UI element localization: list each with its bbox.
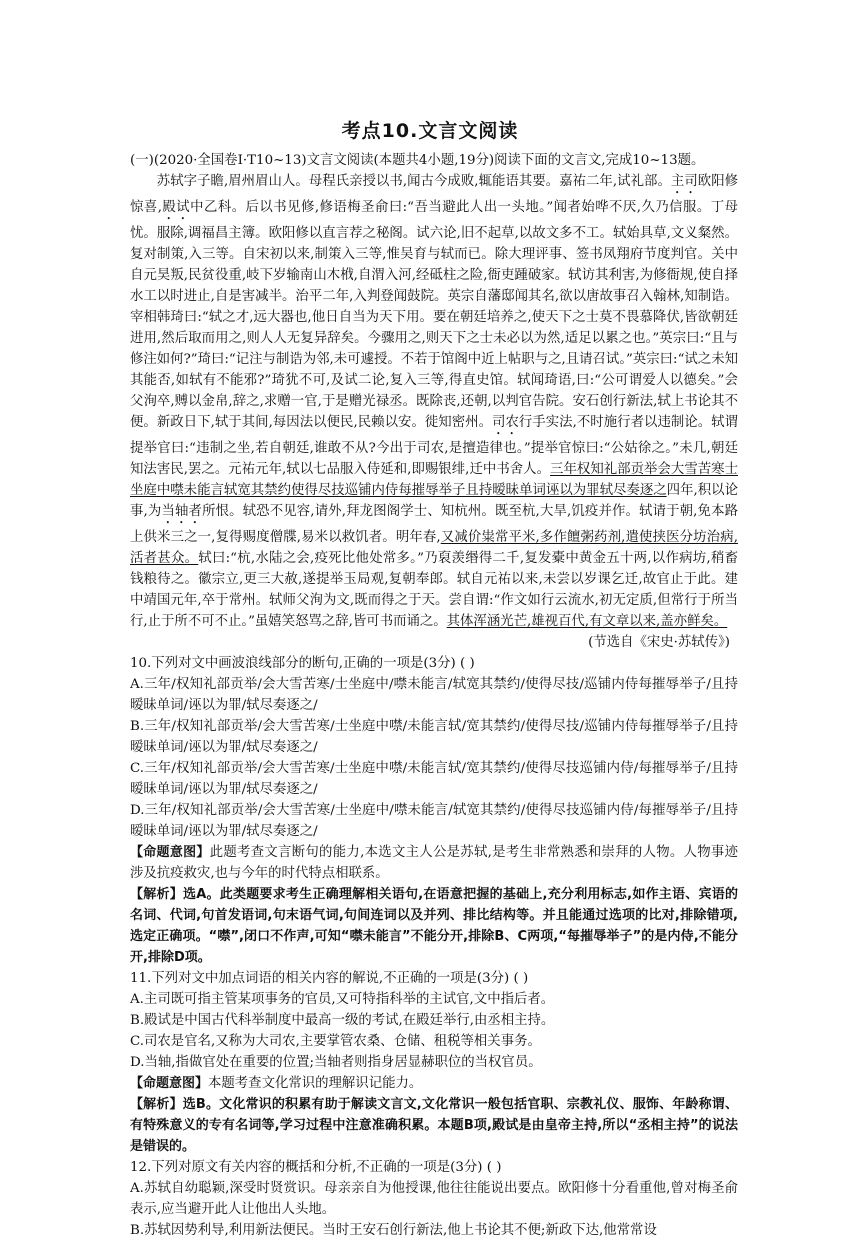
section-intro: (一)(2020·全国卷Ⅰ·T10~13)文言文阅读(本题共4小题,19分)阅读下面的文言文,完成10~13题。 [130,153,705,168]
passage: 苏轼字子瞻,眉州眉山人。母程氏亲授以书,闻古今成败,辄能语其要。嘉祐二年,试礼部。主司欧阳修惊喜,殿试中乙科。后以书见修,修语梅圣俞曰:“吾当避此人出一头地。”闻者始哗不厌,久乃信服。丁母忧。服除,调福昌主簿。欧阳修以直言荐之秘阁。试六论,旧不起草,以故文多不工。轼始具草,文义粲然。复对制策,入三等。自宋初以来,制策入三等,惟吴育与轼而已。除大理评事、签书凤翔府节度判官。关中自元昊叛,民贫役重,岐下岁输南山木栰,自渭入河,经砥柱之险,衙吏踵破家。轼访其利害,为修衙规,使自择水工以时进止,自是害减半。治平二年,入判登闻鼓院。英宗自藩邸闻其名,欲以唐故事召入翰林,知制诰。宰相韩琦曰:“轼之才,远大器也,他日自当为天下用。要在朝廷培养之,使天下之士莫不畏慕降伏,皆欲朝廷进用,然后取而用之,则人人无复异辞矣。今骤用之,则天下之士未必以为然,适足以累之也。”英宗曰:“且与修注如何?”琦曰:“记注与制诰为邻,未可遽授。不若于馆阁中近上帖职与之,且请召试。”英宗曰:“试之未知其能否,如轼有不能邪?”琦犹不可,及试二论,复入三等,得直史馆。轼闻琦语,曰:“公可谓爱人以德矣。”会父洵卒,赙以金帛,辞之,求赠一官,于是赠光禄丞。既除丧,还朝,以判官告院。安石创行新法,轼上书论其不便。新政日下,轼于其间,每因法以便民,民赖以安。徙知密州。司农行手实法,不时施行者以违制论。轼谓提举官曰:“违制之坐,若自朝廷,谁敢不从?今出于司农,是擅造律也。”提举官惊曰:“公姑徐之。”未几,朝廷知法害民,罢之。元祐元年,轼以七品服入侍延和,即赐银绯,迁中书舍人。三年权知礼部贡举会大雪苦寒士坐庭中噤未能言轼宽其禁约使得尽技巡铺内侍每摧辱举子且持暧昧单词诬以为罪轼尽奏逐之四年,积以论事,为当轴者所恨。轼恐不见容,请外,拜龙图阁学士、知杭州。既至杭,大旱,饥疫并作。轼请于朝,免本路上供米三之一,复得赐度僧牒,易米以救饥者。明年春,又减价粜常平米,多作饘粥药剂,遣使挟医分坊治病,活者甚众。轼曰:“杭,水陆之会,疫死比他处常多。”乃裒羡缗得二千,复发橐中黄金五十两,以作病坊,稍畜钱粮待之。徽宗立,更三大赦,遂提举玉局观,复朝奉郎。轼自元祐以来,未尝以岁课乞迁,故官止于此。建中靖国元年,卒于常州。轼师父洵为文,既而得之于天。尝自谓:“作文如行云流水,初无定质,但常行于所当行,止于所不可不止。”虽嬉笑怒骂之辞,皆可书而诵之。其体浑涵光芒,雄视百代,有文章以来,盖亦鲜矣。 [130,174,739,629]
document-body [130,150,738,1241]
option-12b: B.苏轼因势利导,利用新法便民。当时王安石创行新法,他上书论其不便;新政下达,他常常设 [130,1223,657,1238]
option-11b: B.殿试是中国古代科举制度中最高一级的考试,在殿廷举行,由丞相主持。 [130,1013,555,1028]
option-10d: D.三年/权知礼部贡举/会大雪苦寒/士坐庭中/噤未能言/轼宽其禁约/使得尽技巡铺内侍/每摧辱举子/且持暧昧单词/诬以为罪/轼尽奏逐之/ [130,803,738,839]
question-11: 11.下列对文中加点词语的相关内容的解说,不正确的一项是(3分) ( ) [130,971,529,986]
analysis-10: 【解析】选A。此类题要求考生正确理解相关语句,在语意把握的基础上,充分利用标志,如作主语、宾语的名词、代词,句首发语词,句末语气词,句间连词以及并列、排比结构等。并且能通过选项的比对,排除错项,选定正确项。“噤”,闭口不作声,可知“噤未能言”不能分开,排除B、C两项,“每摧辱举子”的是内侍,不能分开,排除D项。 [130,887,738,965]
option-10b: B.三年/权知礼部贡举/会大雪苦寒/士坐庭中噤/未能言轼/宽其禁约/使得尽技/巡铺内侍每摧辱举子/且持暧昧单词/诬以为罪/轼尽奏逐之/ [130,719,738,755]
option-11d: D.当轴,指做官处在重要的位置;当轴者则指身居显赫职位的当权官员。 [130,1055,542,1070]
page-title: 考点10.文言文阅读 [341,120,519,142]
analysis-11: 【解析】选B。文化常识的积累有助于解读文言文,文化常识一般包括官职、宗教礼仪、服饰、年龄称谓、有特殊意义的专有名词等,学习过程中注意准确积累。本题B项,殿试是由皇帝主持,所以“丞相主持”的说法是错误的。 [130,1097,738,1154]
passage-source: (节选自《宋史·苏轼传》) [588,635,730,650]
option-10c: C.三年/权知礼部贡举/会大雪苦寒/士坐庭中噤/未能言轼/宽其禁约/使得尽技巡铺内侍/每摧辱举子/且持暧昧单词/诬以为罪/轼尽奏逐之/ [130,761,738,797]
option-12a: A.苏轼自幼聪颖,深受时贤赏识。母亲亲自为他授课,他往往能说出要点。欧阳修十分看重他,曾对梅圣俞表示,应当避开此人让他出人头地。 [130,1181,738,1217]
question-10: 10.下列对文中画波浪线部分的断句,正确的一项是(3分) ( ) [130,656,475,671]
option-11c: C.司农是官名,又称为大司农,主要掌管农桑、仓储、租税等相关事务。 [130,1034,541,1049]
intent-11: 【命题意图】本题考查文化常识的理解识记能力。 [130,1076,423,1091]
underlined-sentence-2: 其体浑涵光芒,雄视百代,有文章以来,盖亦鲜矣。 [446,614,728,629]
underlined-sentence: 又减价粜常平米,多作饘粥药剂,遣使挟医分坊治病,活者甚众。 [130,530,738,566]
option-11a: A.主司既可指主管某项事务的官员,又可特指科举的主试官,文中指后者。 [130,992,555,1007]
option-10a: A.三年/权知礼部贡举/会大雪苦寒/士坐庭中/噤未能言/轼宽其禁约/使得尽技/巡铺内侍每摧辱举子/且持暧昧单词/诬以为罪/轼尽奏逐之/ [130,677,738,713]
wavy-underlined-text: 三年权知礼部贡举会大雪苦寒士坐庭中噤未能言轼宽其禁约使得尽技巡铺内侍每摧辱举子且持暧昧单词诬以为罪轼尽奏逐之 [130,462,738,498]
question-12: 12.下列对原文有关内容的概括和分析,不正确的一项是(3分) ( ) [130,1160,502,1175]
intent-10: 【命题意图】此题考查文言断句的能力,本选文主人公是苏轼,是考生非常熟悉和崇拜的人物。人物事迹涉及抗疫救灾,也与今年的时代特点相联系。 [130,845,738,881]
